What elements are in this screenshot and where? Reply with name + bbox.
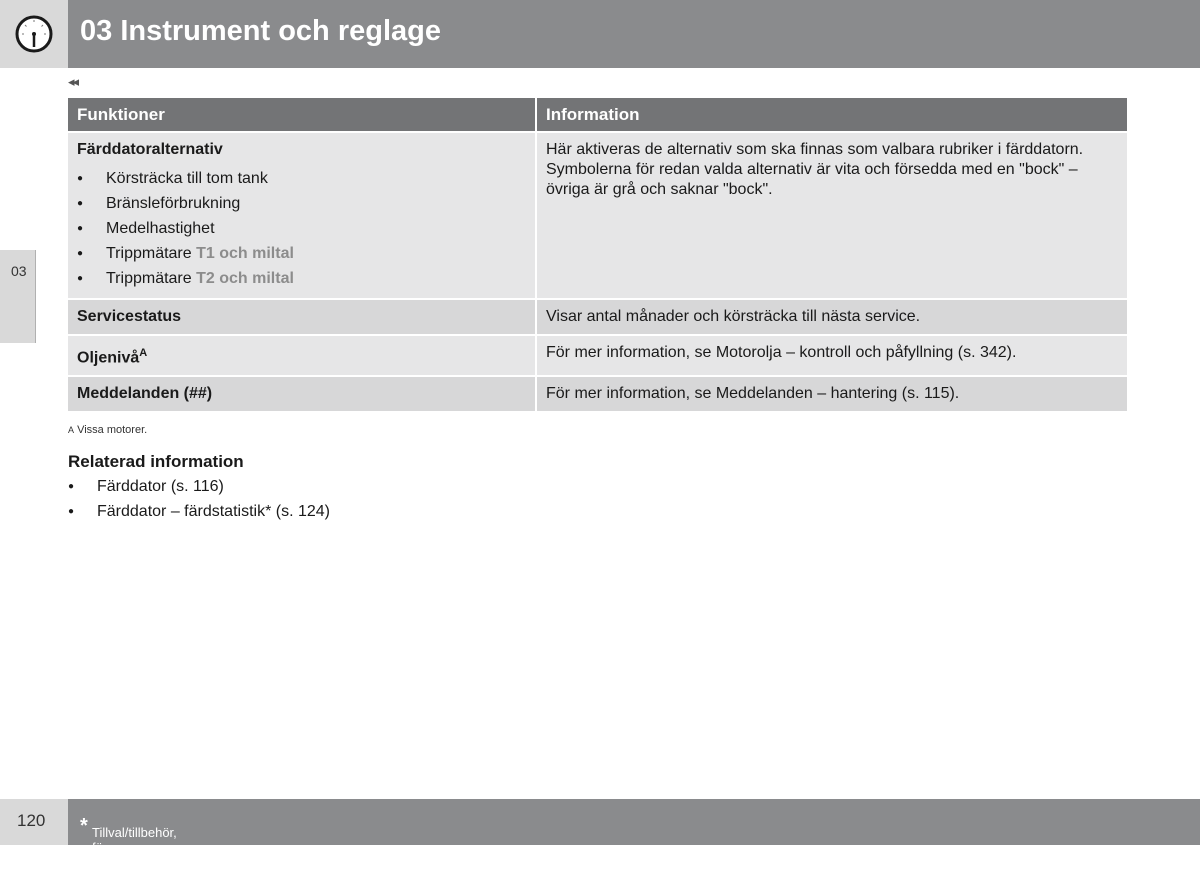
footer-note: * Tillval/tillbehör, för mer information se Introduktion. (80, 815, 177, 885)
gauge-icon (14, 14, 54, 54)
related-info (68, 452, 330, 524)
footnote-text: Vissa motorer. (77, 424, 148, 436)
column-header-information: Information (537, 98, 1127, 131)
list-item: ● Medelhastighet (77, 216, 526, 241)
function-name: Servicestatus (68, 300, 535, 334)
related-list (68, 474, 330, 524)
footnote-ref: A (139, 347, 148, 359)
function-cell (68, 133, 535, 298)
page-number-box (0, 799, 68, 845)
chapter-icon-box (0, 0, 68, 68)
info-cell: För mer information, se Motorolja – kontroll och påfyllning (s. 342). (537, 336, 1127, 375)
option-list (77, 166, 526, 291)
list-item: ● Trippmätare T2 och miltal (77, 266, 526, 291)
function-name: Färddatoralternativ (77, 141, 223, 158)
page-header (68, 0, 1200, 68)
list-item: ● Trippmätare T1 och miltal (77, 241, 526, 266)
functions-table (66, 96, 1129, 413)
page-number: 120 (17, 811, 46, 830)
list-item: ● Bränsleförbrukning (77, 191, 526, 216)
function-name: Oljenivå$^A$ (68, 336, 535, 375)
asterisk-icon: * (80, 815, 88, 837)
related-title: Relaterad information (68, 452, 244, 471)
column-header-functions: Funktioner (68, 98, 535, 131)
info-cell: För mer information, se Meddelanden – hantering (s. 115). (537, 377, 1127, 411)
function-name: Meddelanden (##) (68, 377, 535, 411)
chapter-side-tab-label: 03 (11, 263, 27, 279)
table-row (68, 133, 1127, 298)
info-cell: Visar antal månader och körsträcka till nästa service. (537, 300, 1127, 334)
table-header-row (68, 98, 1127, 131)
chapter-side-tab[interactable] (0, 250, 36, 343)
page-footer (68, 799, 1200, 885)
back-nav-icon[interactable]: ◂◂ (68, 74, 78, 89)
page-title: 03 Instrument och reglage (80, 15, 441, 47)
table-row (68, 300, 1127, 334)
table-row (68, 336, 1127, 375)
footnote (68, 424, 147, 436)
related-link[interactable]: ● Färddator – färdstatistik* (s. 124) (68, 499, 330, 524)
related-link[interactable]: ● Färddator (s. 116) (68, 474, 330, 499)
table-row (68, 377, 1127, 411)
footnote-mark: A (68, 425, 75, 435)
info-cell: Här aktiveras de alternativ som ska finnas som valbara rubriker i färddatorn. Symbolerna för redan valda alternativ är vita och försedda med en "bock" – övriga är grå och saknar "bock". (537, 133, 1127, 298)
list-item: ● Körsträcka till tom tank (77, 166, 526, 191)
